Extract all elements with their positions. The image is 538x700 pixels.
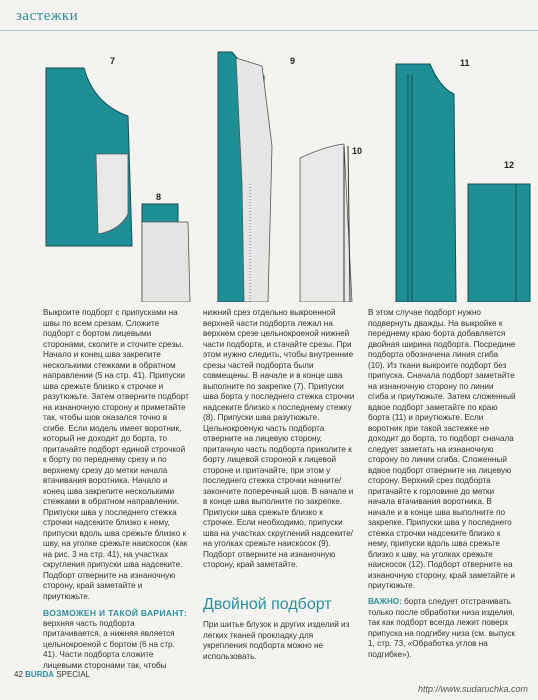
figure-8 <box>142 204 190 302</box>
figure-10 <box>300 144 352 302</box>
figure-12 <box>468 184 530 302</box>
col2-paragraph-2: При шитье блузок и других изделий из легких тканей прокладку для укрепления подборта можно не использовать. <box>203 620 350 661</box>
text-column-2 <box>203 308 355 574</box>
important-label: ВАЖНО: <box>368 597 402 606</box>
figure-7 <box>46 68 132 246</box>
figure-12-number: 12 <box>504 160 515 170</box>
col1-paragraph-2: верхняя часть подборта притачивается, а нижняя является цельнокроеной с бортом (6 на стр. 41). Части подборта сложите лицевыми сторонами так, чтобы <box>43 618 175 670</box>
figure-7-number: 7 <box>110 56 116 66</box>
important-text: борта следует отстрачивать только после обработки низа изделия, так как подборт всегда лежит поверх припуска на подгибку низа (см. выпуск 1, стр. 73, «Обработка углов на подгибке»). <box>368 597 515 659</box>
page-number: 42 <box>14 670 23 679</box>
col1-paragraph-1: Выкроите подборт с припусками на швы по всем срезам. Сложите подборт с бортом лицевыми сторонами, сколите и сточите срезы. Начало и конец шва закрепите несколькими стежками в обратном направлении (5 на стр. 41). Припуски шва срежьте близко к строчке и разутюжьте. Затем отверните подборт на изнаночную сторону и приметайте так, чтобы шов оказался точно в сгибе. Если модель имеет воротник, который не доходит до борта, то притачайте подборт единой строчкой к борту по переднему срезу и по верхнему срезу до метки начала втачивания воротника. Начало и конец шва закрепите несколькими стежками в обратном направлении. Припуски шва у последнего стежка строчки надсеките близко к нему, припуски вдоль шва срежьте близко к шву, на уголке срежьте наискосок (как на рис. 3 на стр. 41), на участках скругления припуски шва надсеките. Подборт отверните на изнаночную сторону, край заметайте и приутюжьте. <box>43 308 189 601</box>
figure-11-number: 11 <box>460 58 470 68</box>
important-note <box>368 597 516 660</box>
sewing-illustrations <box>0 34 538 302</box>
watermark-url: http://www.sudaruchka.com <box>417 684 528 694</box>
page-footer <box>14 670 90 679</box>
figure-8-number: 8 <box>156 192 162 202</box>
text-column-1 <box>43 308 191 674</box>
text-column-3 <box>368 308 516 595</box>
edition-name: SPECIAL <box>56 670 91 679</box>
double-facing-heading: Двойной подборт <box>203 596 332 613</box>
col3-paragraph-1: В этом случае подборт нужно подвернуть дважды. На выкройке к переднему краю борта добавляется двойная ширина подборта. Посредине подборта обозначена линия сгиба (10). Из ткани выкроите подборт без припуска. Сначала подборт заметайте на изнаночную сторону по линии сгиба и приутюжьте. Затем сложенный вдвое подборт заметайте по краю борта (11) и приутюжьте. Если воротник при такой застежке не доходит до борта, то подборт сначала следует заметать на изнаночную сторону по линии сгиба. Сложенный вдвое подборт отверните на лицевую сторону. Верхний срез подборта притачайте к горловине до метки начала втачивания воротника. В начале и в конце шва выполните по закрепке. Припуски шва у последнего стежка строчки надсеките близко к нему, припуски вдоль шва срежьте близко к шву, на уголках срежьте наискосок (12). Подборт отверните на изнаночную сторону, край заметайте и приутюжьте. <box>368 308 516 590</box>
variant-subheading: ВОЗМОЖЕН И ТАКОЙ ВАРИАНТ: <box>43 608 188 618</box>
brand-name: BURDA <box>25 670 55 679</box>
section-label: застежки <box>16 8 79 24</box>
col2-paragraph-1: нижний срез отдельно выкроенной верхней части подборта лежал на верхнем срезе цельнокроеной нижней части подборта, и стачайте срезы. При этом нужно следить, чтобы внутренние срезы частей подборта были совмещены. В начале и в конце шва выполните по закрепке (7). Припуски шва борта у последнего стежка строчки надсеките близко к последнему стежку (8). Припуски шва разутюжьте. Цельнокроеную часть подборта отверните на лицевую сторону, притачную часть подборта приколите к борту лицевой стороной к лицевой стороне и притачайте, при этом у последнего стежка строчки начните/закончите поперечный шов. В начале и в конце шва выполните по закрепке. Припуски шва срежьте близко к строчке. Если необходимо, припуски шва на участках скруглений надсеките/на уголках срежьте наискосок (9). Подборт отверните на изнаночную сторону, край заметайте. <box>203 308 355 569</box>
section-divider <box>0 30 538 31</box>
figure-9 <box>218 52 272 302</box>
figure-11 <box>396 64 456 302</box>
figure-10-number: 10 <box>352 146 363 156</box>
figure-9-number: 9 <box>290 56 296 66</box>
